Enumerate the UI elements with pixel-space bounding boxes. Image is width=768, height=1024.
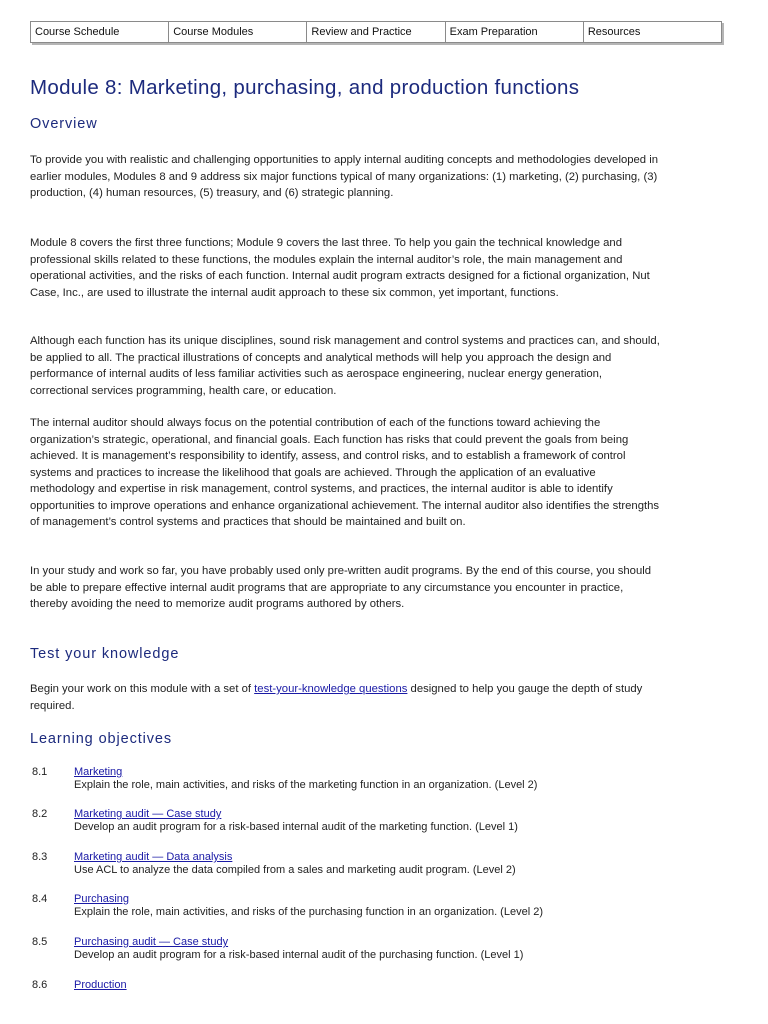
objective-link-production[interactable]: Production xyxy=(74,979,127,991)
test-knowledge-heading: Test your knowledge xyxy=(30,646,180,662)
test-knowledge-text-before: Begin your work on this module with a set of xyxy=(30,683,255,695)
objective-description: Develop an audit program for a risk-based internal audit of the marketing function. (Level 1) xyxy=(74,821,518,833)
tab-review-and-practice[interactable]: Review and Practice xyxy=(307,22,445,42)
objective-link-purchasing[interactable]: Purchasing xyxy=(74,893,130,905)
objective-description: Develop an audit program for a risk-based internal audit of the purchasing function. (Level 1) xyxy=(74,949,524,961)
objective-number: 8.3 xyxy=(32,851,48,863)
objective-number: 8.2 xyxy=(32,808,48,820)
learning-objectives-heading: Learning objectives xyxy=(30,731,173,747)
objective-number: 8.5 xyxy=(32,936,48,948)
overview-paragraph-2: Module 8 covers the first three functions; Module 9 covers the last three. To help you gain the technical knowledge and professional skills related to these functions, the modules explain the internal auditor’s role, the main management and operational activities, and the risks of each function. Internal audit program extracts designed for a fictional organization, Nut Case, Inc., are used to illustrate the internal audit approach to these six common, yet important, functions. xyxy=(30,237,650,299)
test-knowledge-text-after: designed to help you gauge the depth of study required. xyxy=(30,683,643,712)
course-nav-tabs xyxy=(30,21,722,43)
overview-paragraph-3: Although each function has its unique disciplines, sound risk management and control systems and practices can, and should, be applied to all. The practical illustrations of concepts and analytical methods will help you approach the design and performance of internal audits of less familiar activities such as aerospace engineering, nuclear energy generation, correctional services programming, health care, or education. xyxy=(30,335,660,397)
tab-exam-preparation[interactable]: Exam Preparation xyxy=(446,22,584,42)
overview-paragraph-1: To provide you with realistic and challenging opportunities to apply internal auditing concepts and methodologies developed in earlier modules, Modules 8 and 9 address six major functions typical of many organizations: (1) marketing, (2) purchasing, (3) production, (4) human resources, (5) treasury, and (6) strategic planning. xyxy=(30,154,659,199)
tab-resources[interactable]: Resources xyxy=(587,26,641,38)
objective-link-marketing-case-study[interactable]: Marketing audit — Case study xyxy=(74,808,222,820)
overview-paragraph-4: The internal auditor should always focus on the potential contribution of each of the functions toward achieving the organization’s strategic, operational, and financial goals. Each function has risks that could prevent the goals from being achieved. It is management’s responsibility to identify, assess, and control risks, and to establish a framework of control systems and practices to increase the likelihood that goals are achieved. Through the application of an evaluative methodology and expertise in risk management, control systems, and practices, the internal auditor is able to identify opportunities to improve operations and enhance organizational achievement. The internal auditor also identifies the strengths of management’s control systems and practices that should be maintained and built on. xyxy=(30,417,660,528)
page-title: Module 8: Marketing, purchasing, and production functions xyxy=(30,76,580,99)
test-your-knowledge-link[interactable]: test-your-knowledge questions xyxy=(254,683,408,695)
objective-description: Use ACL to analyze the data compiled from a sales and marketing audit program. (Level 2) xyxy=(74,864,516,876)
objective-number: 8.1 xyxy=(32,766,48,778)
test-knowledge-paragraph xyxy=(30,681,660,714)
objective-number: 8.4 xyxy=(32,893,48,905)
objective-description: Explain the role, main activities, and risks of the purchasing function in an organization. (Level 2) xyxy=(74,906,543,918)
objective-number: 8.6 xyxy=(32,979,48,991)
overview-paragraph-5: In your study and work so far, you have probably used only pre-written audit programs. By the end of this course, you should be able to prepare effective internal audit programs that are appropriate to any circumstance you encounter in practice, thereby avoiding the need to memorize audit programs authored by others. xyxy=(30,565,652,610)
tab-course-schedule[interactable]: Course Schedule xyxy=(31,22,169,42)
tab-course-modules[interactable]: Course Modules xyxy=(169,22,307,42)
overview-heading: Overview xyxy=(30,116,98,132)
objective-link-marketing[interactable]: Marketing xyxy=(74,766,123,778)
objective-link-purchasing-case-study[interactable]: Purchasing audit — Case study xyxy=(74,936,229,948)
objective-link-marketing-data-analysis[interactable]: Marketing audit — Data analysis xyxy=(74,851,233,863)
objective-description: Explain the role, main activities, and risks of the marketing function in an organization. (Level 2) xyxy=(74,779,538,791)
